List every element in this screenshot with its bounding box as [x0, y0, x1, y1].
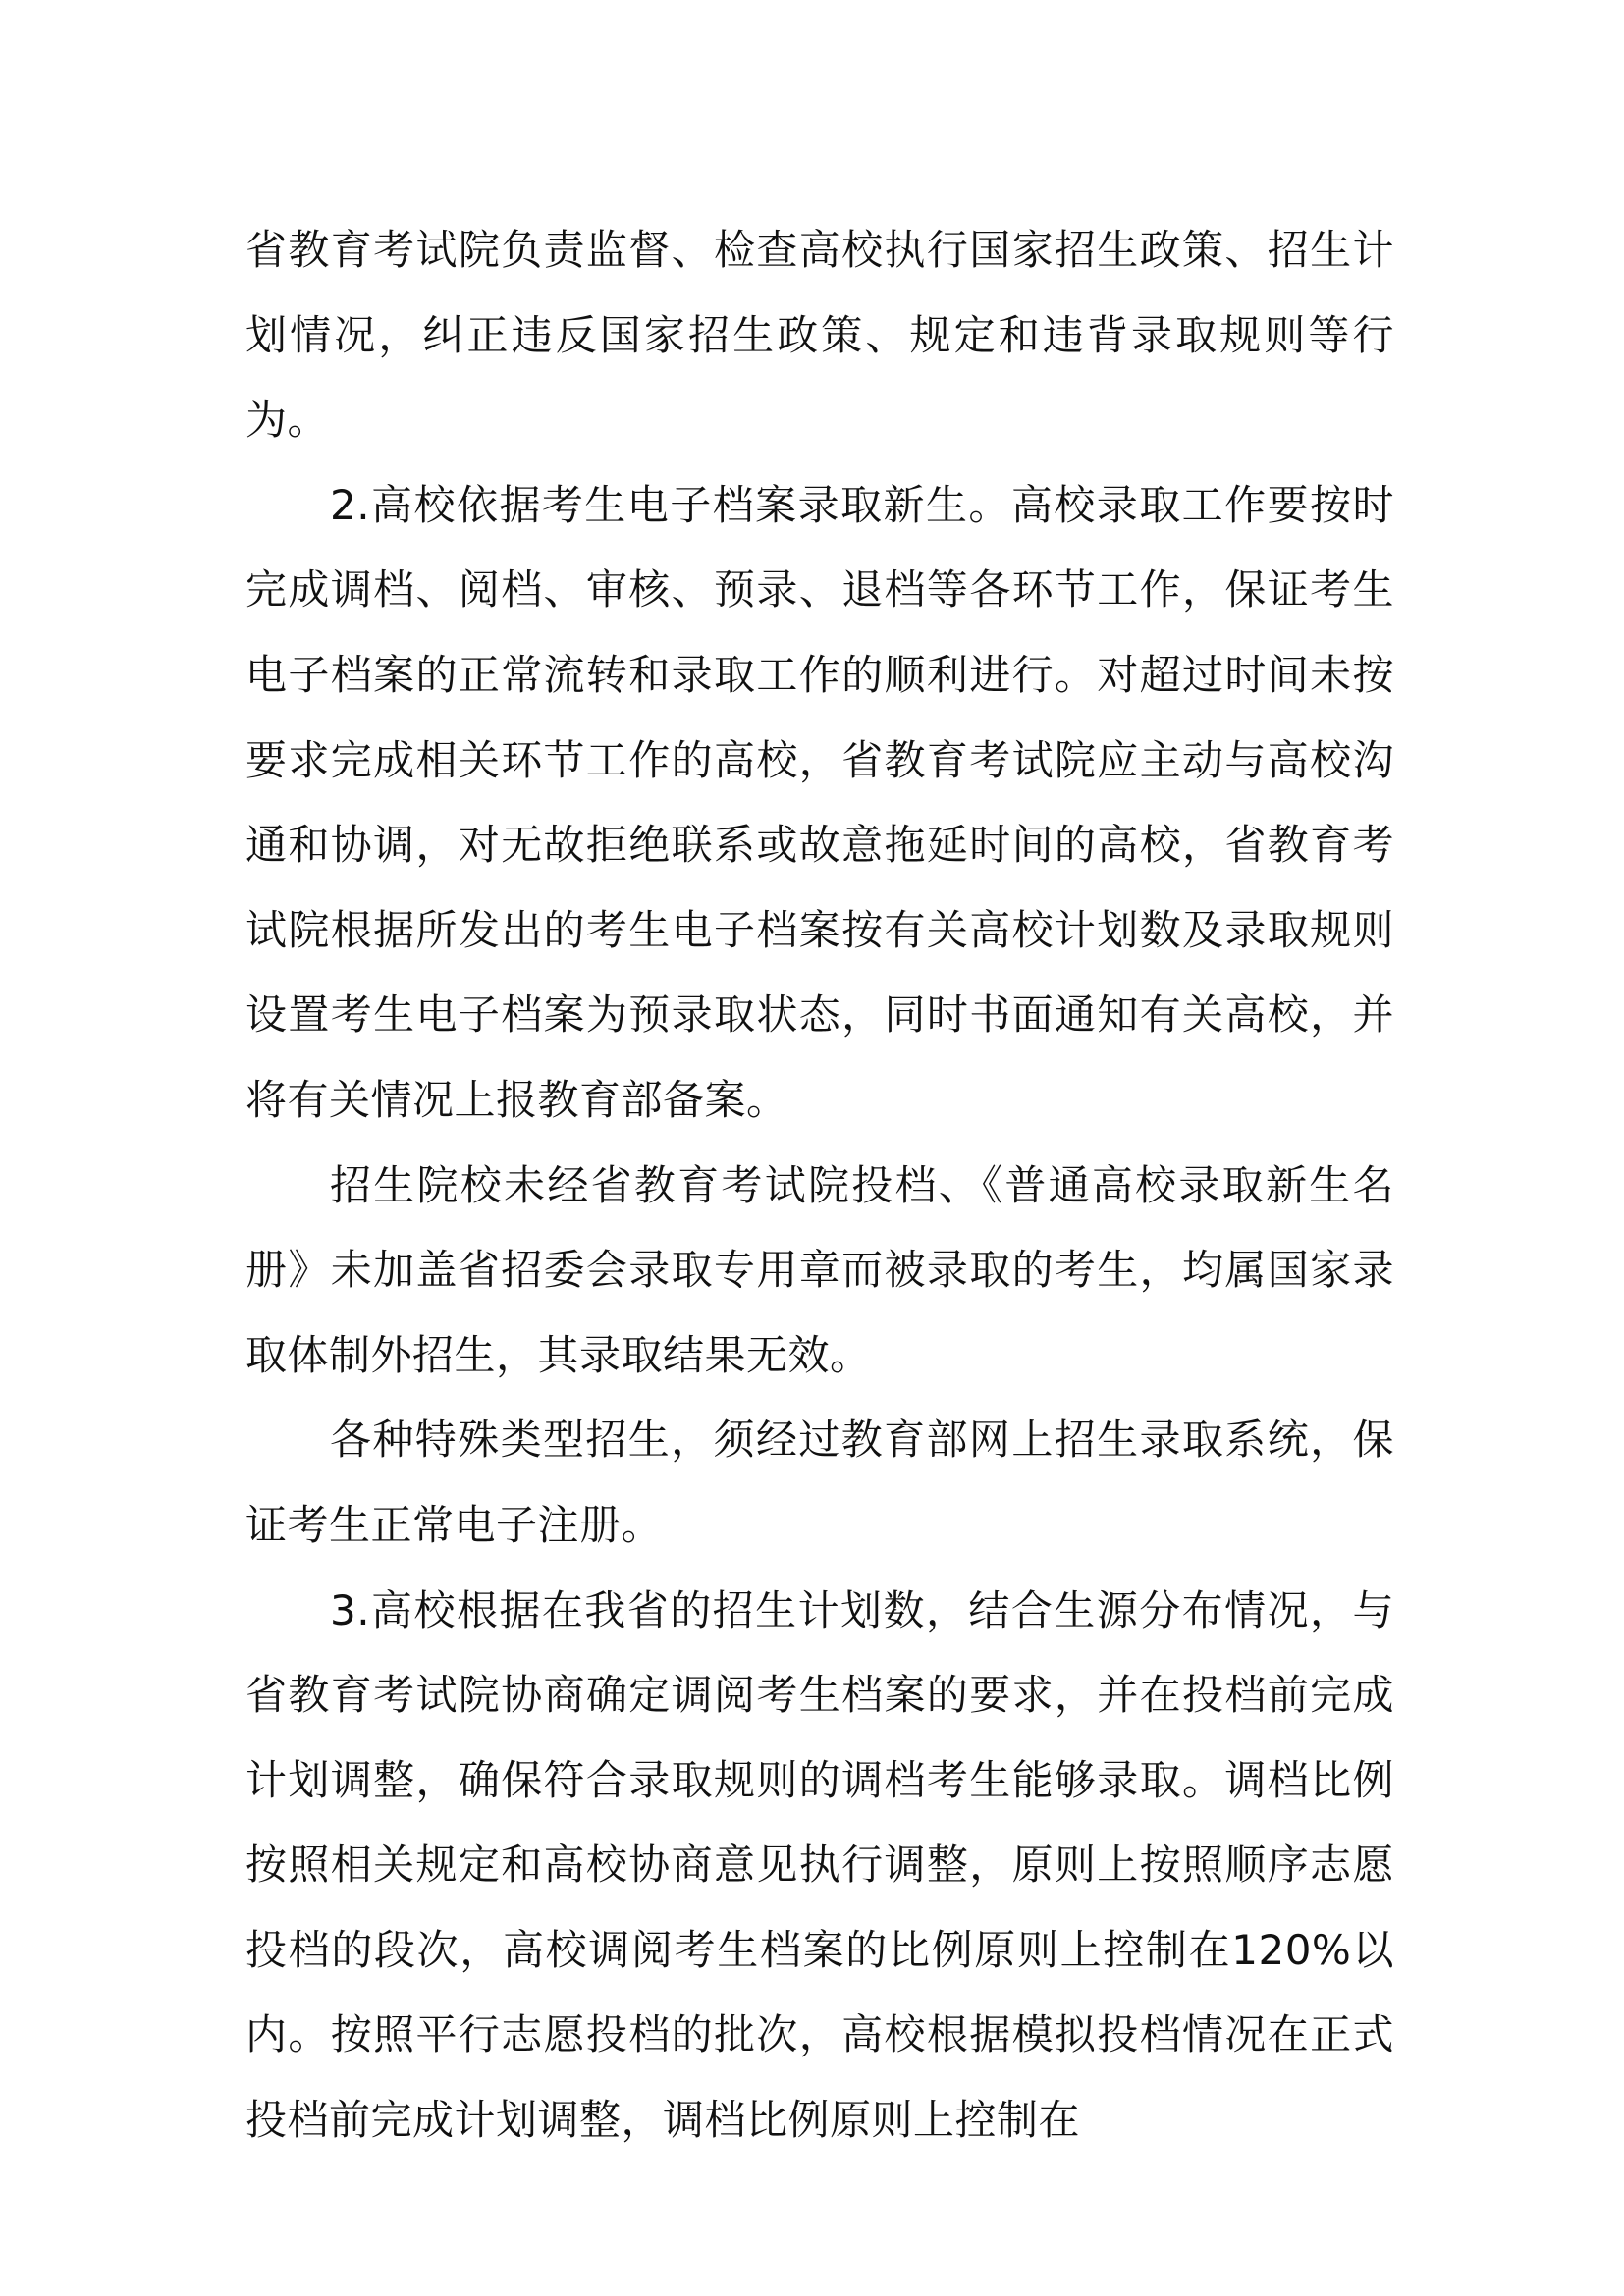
paragraph-item-2: 2.高校依据考生电子档案录取新生。高校录取工作要按时完成调档、阅档、审核、预录、退档等各环节工作，保证考生电子档案的正常流转和录取工作的顺利进行。对超过时间未按要求完成相关环节工作的高校，省教育考试院应主动与高校沟通和协调，对无故拒绝联系或故意拖延时间的高校，省教育考试院根据所发出的考生电子档案按有关高校计划数及录取规则设置考生电子档案为预录取状态，同时书面通知有关高校，并将有关情况上报教育部备案。 — [245, 480, 1394, 1124]
paragraph-invalid-admission: 招生院校未经省教育考试院投档、《普通高校录取新生名册》未加盖省招委会录取专用章而被录取的考生，均属国家录取体制外招生，其录取结果无效。 — [245, 1160, 1394, 1379]
document-body — [245, 208, 1394, 2163]
paragraph-special-admission: 各种特殊类型招生，须经过教育部网上招生录取系统，保证考生正常电子注册。 — [245, 1415, 1394, 1549]
paragraph-item-3: 3.高校根据在我省的招生计划数，结合生源分布情况，与省教育考试院协商确定调阅考生档案的要求，并在投档前完成计划调整，确保符合录取规则的调档考生能够录取。调档比例按照相关规定和高校协商意见执行调整，原则上按照顺序志愿投档的段次，高校调阅考生档案的比例原则上控制在120%以内。按照平行志愿投档的批次，高校根据模拟投档情况在正式投档前完成计划调整，调档比例原则上控制在 — [245, 1585, 1394, 2145]
paragraph-supervision: 省教育考试院负责监督、检查高校执行国家招生政策、招生计划情况，纠正违反国家招生政策、规定和违背录取规则等行为。 — [245, 226, 1394, 445]
